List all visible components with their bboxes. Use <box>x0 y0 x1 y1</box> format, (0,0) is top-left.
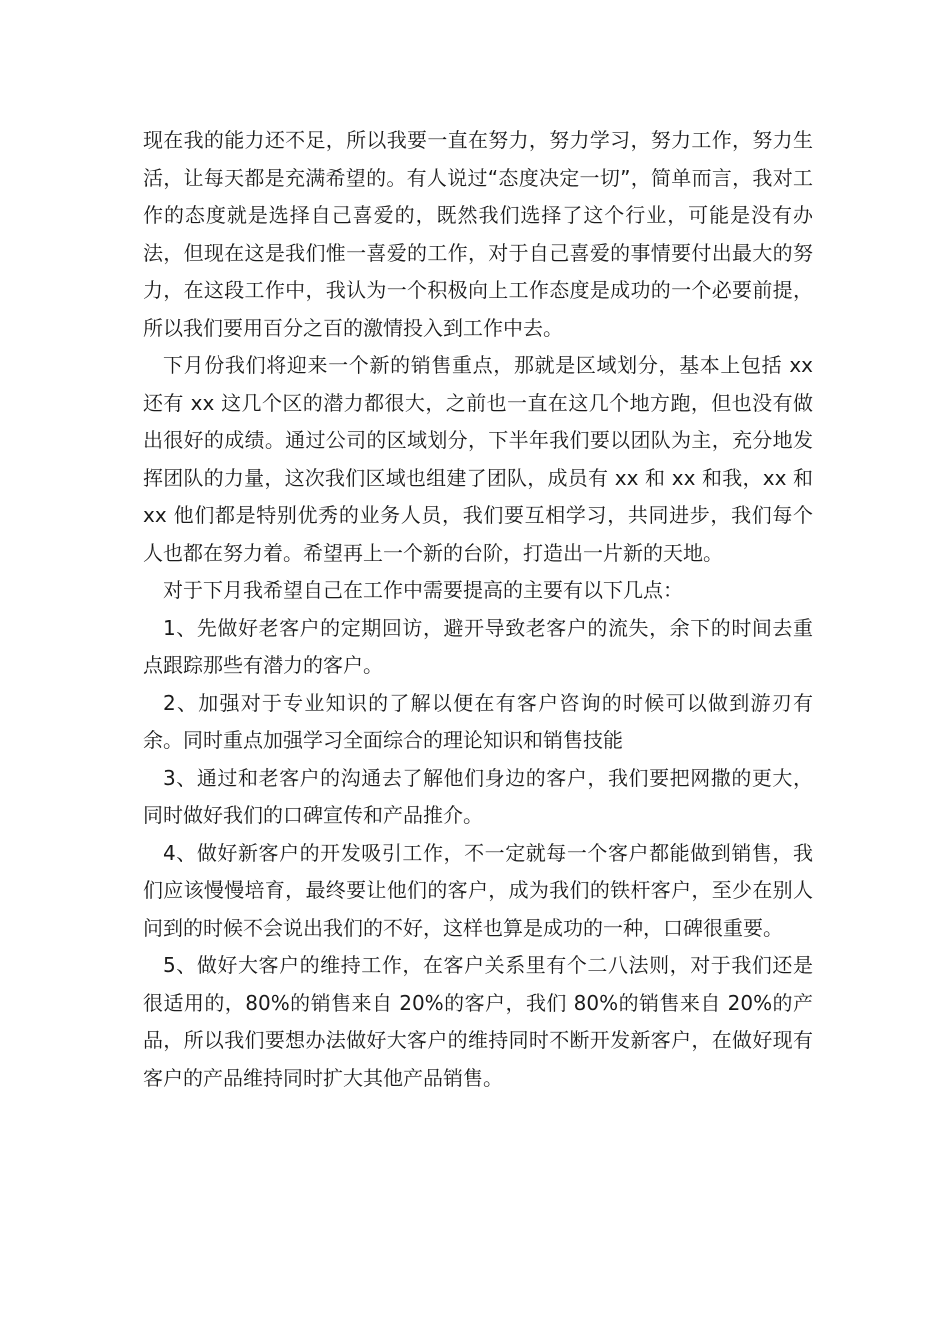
list-item-1: 1、先做好老客户的定期回访，避开导致老客户的流失，余下的时间去重点跟踪那些有潜力的客户。 <box>143 615 813 677</box>
list-item-3: 3、通过和老客户的沟通去了解他们身边的客户，我们要把网撒的更大，同时做好我们的口碑宣传和产品推介。 <box>143 765 813 827</box>
document-body <box>143 122 813 1097</box>
paragraph-sales-focus: 下月份我们将迎来一个新的销售重点，那就是区域划分，基本上包括 xx 还有 xx 这几个区的潜力都很大，之前也一直在这几个地方跑，但也没有做出很好的成绩。通过公司的区域划分，下半年我们要以团队为主，充分地发挥团队的力量，这次我们区域也组建了团队，成员有 xx 和 xx 和我，xx 和 xx 他们都是特别优秀的业务人员，我们要互相学习，共同进步，我们每个人也都在努力着。希望再上一个新的台阶，打造出一片新的天地。 <box>143 353 813 565</box>
paragraph-improvement-intro: 对于下月我希望自己在工作中需要提高的主要有以下几点： <box>163 578 683 602</box>
list-item-4: 4、做好新客户的开发吸引工作，不一定就每一个客户都能做到销售，我们应该慢慢培育，最终要让他们的客户，成为我们的铁杆客户，至少在别人问到的时候不会说出我们的不好，这样也算是成功的一种，口碑很重要。 <box>143 840 813 940</box>
paragraph-ability: 现在我的能力还不足，所以我要一直在努力，努力学习，努力工作，努力生活，让每天都是充满希望的。有人说过“态度决定一切”，简单而言，我对工作的态度就是选择自己喜爱的，既然我们选择了这个行业，可能是没有办法，但现在这是我们惟一喜爱的工作，对于自己喜爱的事情要付出最大的努力，在这段工作中，我认为一个积极向上工作态度是成功的一个必要前提，所以我们要用百分之百的激情投入到工作中去。 <box>143 128 813 340</box>
list-item-2: 2、加强对于专业知识的了解以便在有客户咨询的时候可以做到游刃有余。同时重点加强学习全面综合的理论知识和销售技能 <box>143 690 813 752</box>
list-item-5: 5、做好大客户的维持工作，在客户关系里有个二八法则，对于我们还是很适用的，80%的销售来自 20%的客户，我们 80%的销售来自 20%的产品，所以我们要想办法做好大客户的维持同时不断开发新客户，在做好现有客户的产品维持同时扩大其他产品销售。 <box>143 953 813 1090</box>
